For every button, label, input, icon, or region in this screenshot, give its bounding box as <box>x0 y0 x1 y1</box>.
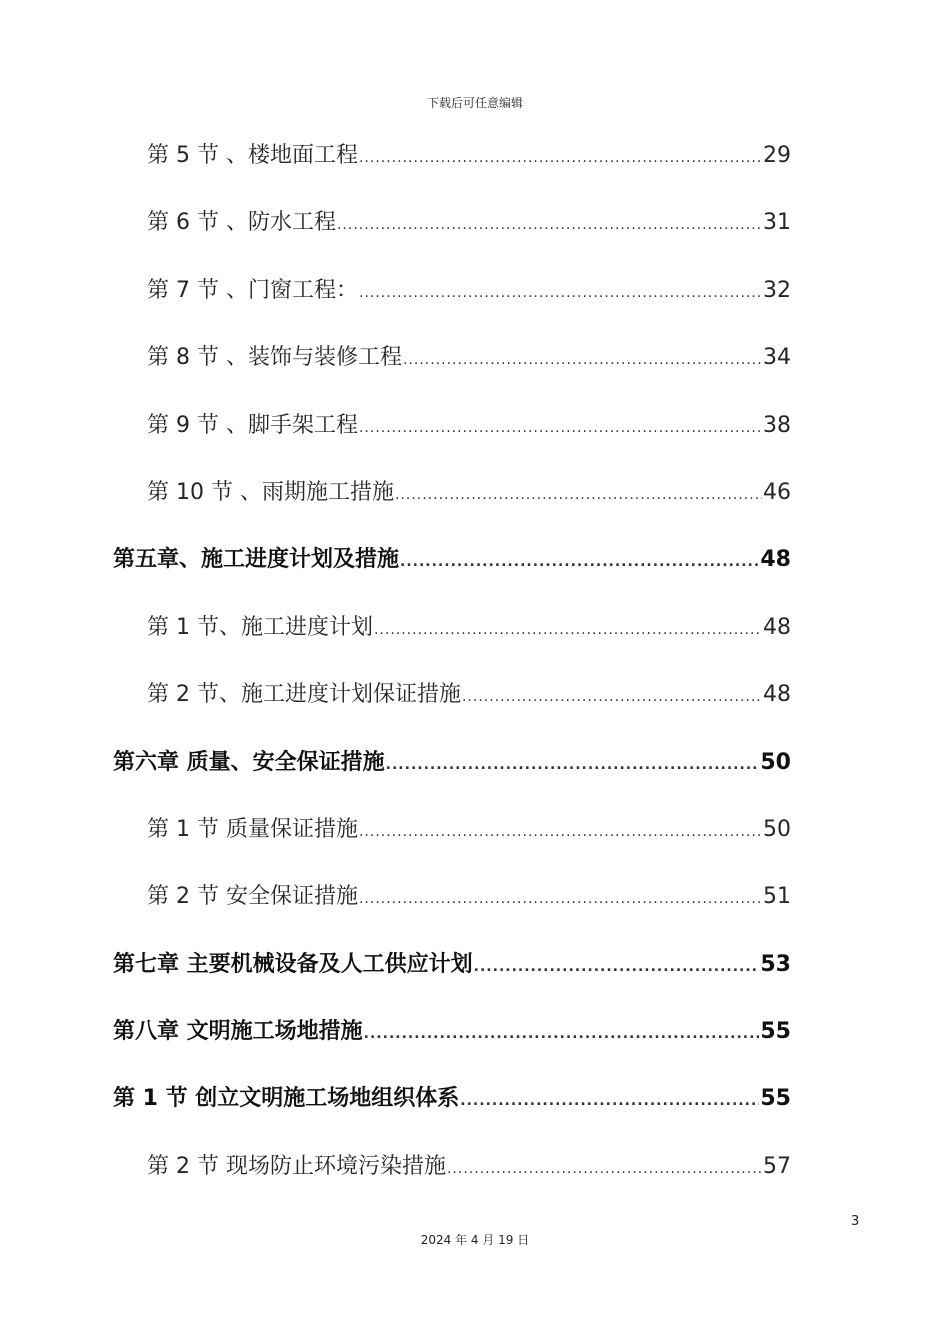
toc-entry-page: 50 <box>763 816 791 842</box>
toc-entry-title: 第 7 节 、门窗工程： <box>147 277 358 303</box>
toc-entry-page: 57 <box>763 1153 791 1179</box>
toc-leader-dots <box>400 536 759 588</box>
toc-leader-dots <box>395 469 762 521</box>
toc-entry[interactable] <box>113 939 791 1006</box>
toc-entry[interactable] <box>113 197 791 264</box>
table-of-contents <box>113 130 791 1208</box>
toc-leader-dots <box>374 604 762 656</box>
toc-entry[interactable] <box>113 400 791 467</box>
toc-entry-title: 第 6 节 、防水工程 <box>147 210 336 236</box>
toc-leader-dots <box>462 671 762 723</box>
page-footer-date: 2024 年 4 月 19 日 <box>420 1233 530 1247</box>
toc-leader-dots <box>403 334 762 386</box>
toc-entry-page: 48 <box>763 682 791 708</box>
toc-entry[interactable] <box>113 130 791 197</box>
toc-entry-page: 48 <box>760 547 791 573</box>
toc-leader-dots <box>460 1075 759 1127</box>
toc-entry[interactable] <box>113 1006 791 1073</box>
toc-entry-title: 第 5 节 、楼地面工程 <box>147 143 358 168</box>
toc-leader-dots <box>359 402 762 454</box>
toc-entry-page: 31 <box>763 210 791 236</box>
toc-entry-title: 第 10 节 、雨期施工措施 <box>147 479 394 505</box>
toc-entry-title: 第五章、施工进度计划及措施 <box>113 547 400 573</box>
toc-entry-page: 53 <box>760 951 791 977</box>
toc-entry-title: 第 9 节 、脚手架工程 <box>147 412 358 438</box>
toc-entry-title: 第六章 质量、安全保证措施 <box>113 749 385 775</box>
toc-entry-page: 51 <box>763 884 791 910</box>
toc-entry-page: 50 <box>760 749 791 775</box>
toc-entry-title: 第 2 节 安全保证措施 <box>147 884 358 910</box>
toc-leader-dots <box>337 199 762 251</box>
toc-entry-title: 第八章 文明施工场地措施 <box>113 1019 363 1045</box>
toc-leader-dots <box>359 806 762 858</box>
toc-entry-title: 第 1 节、施工进度计划 <box>147 614 373 640</box>
toc-entry-title: 第 2 节、施工进度计划保证措施 <box>147 682 461 708</box>
toc-entry-title: 第 1 节 创立文明施工场地组织体系 <box>113 1086 460 1112</box>
toc-entry-page: 38 <box>763 412 791 438</box>
toc-entry[interactable] <box>113 871 791 938</box>
toc-entry[interactable] <box>113 1141 791 1208</box>
toc-entry[interactable] <box>113 804 791 871</box>
toc-entry-page: 46 <box>763 479 791 505</box>
toc-entry-title: 第 1 节 质量保证措施 <box>147 816 358 842</box>
toc-entry-page: 55 <box>760 1086 791 1112</box>
toc-entry-page: 32 <box>763 277 791 303</box>
toc-leader-dots <box>447 1143 762 1195</box>
toc-entry-page: 55 <box>760 1019 791 1045</box>
toc-entry-title: 第 2 节 现场防止环境污染措施 <box>147 1153 446 1179</box>
toc-leader-dots <box>364 1008 760 1060</box>
toc-entry-page: 48 <box>763 614 791 640</box>
page-number: 3 <box>851 1214 860 1229</box>
toc-entry[interactable] <box>113 669 791 736</box>
toc-leader-dots <box>359 267 762 319</box>
toc-entry-title: 第七章 主要机械设备及人工供应计划 <box>113 951 473 977</box>
toc-leader-dots <box>386 739 760 791</box>
toc-entry-page: 29 <box>763 143 791 168</box>
toc-leader-dots <box>359 873 762 925</box>
toc-entry[interactable] <box>113 332 791 399</box>
toc-leader-dots <box>474 941 760 993</box>
toc-entry[interactable] <box>113 467 791 534</box>
toc-entry[interactable] <box>113 265 791 332</box>
toc-entry[interactable] <box>113 1073 791 1140</box>
toc-entry-title: 第 8 节 、装饰与装修工程 <box>147 345 402 371</box>
page-header: 下载后可任意编辑 <box>426 96 523 110</box>
toc-entry-page: 34 <box>763 345 791 371</box>
toc-leader-dots <box>359 132 762 184</box>
toc-entry[interactable] <box>113 534 791 601</box>
toc-entry[interactable] <box>113 602 791 669</box>
toc-entry[interactable] <box>113 737 791 804</box>
